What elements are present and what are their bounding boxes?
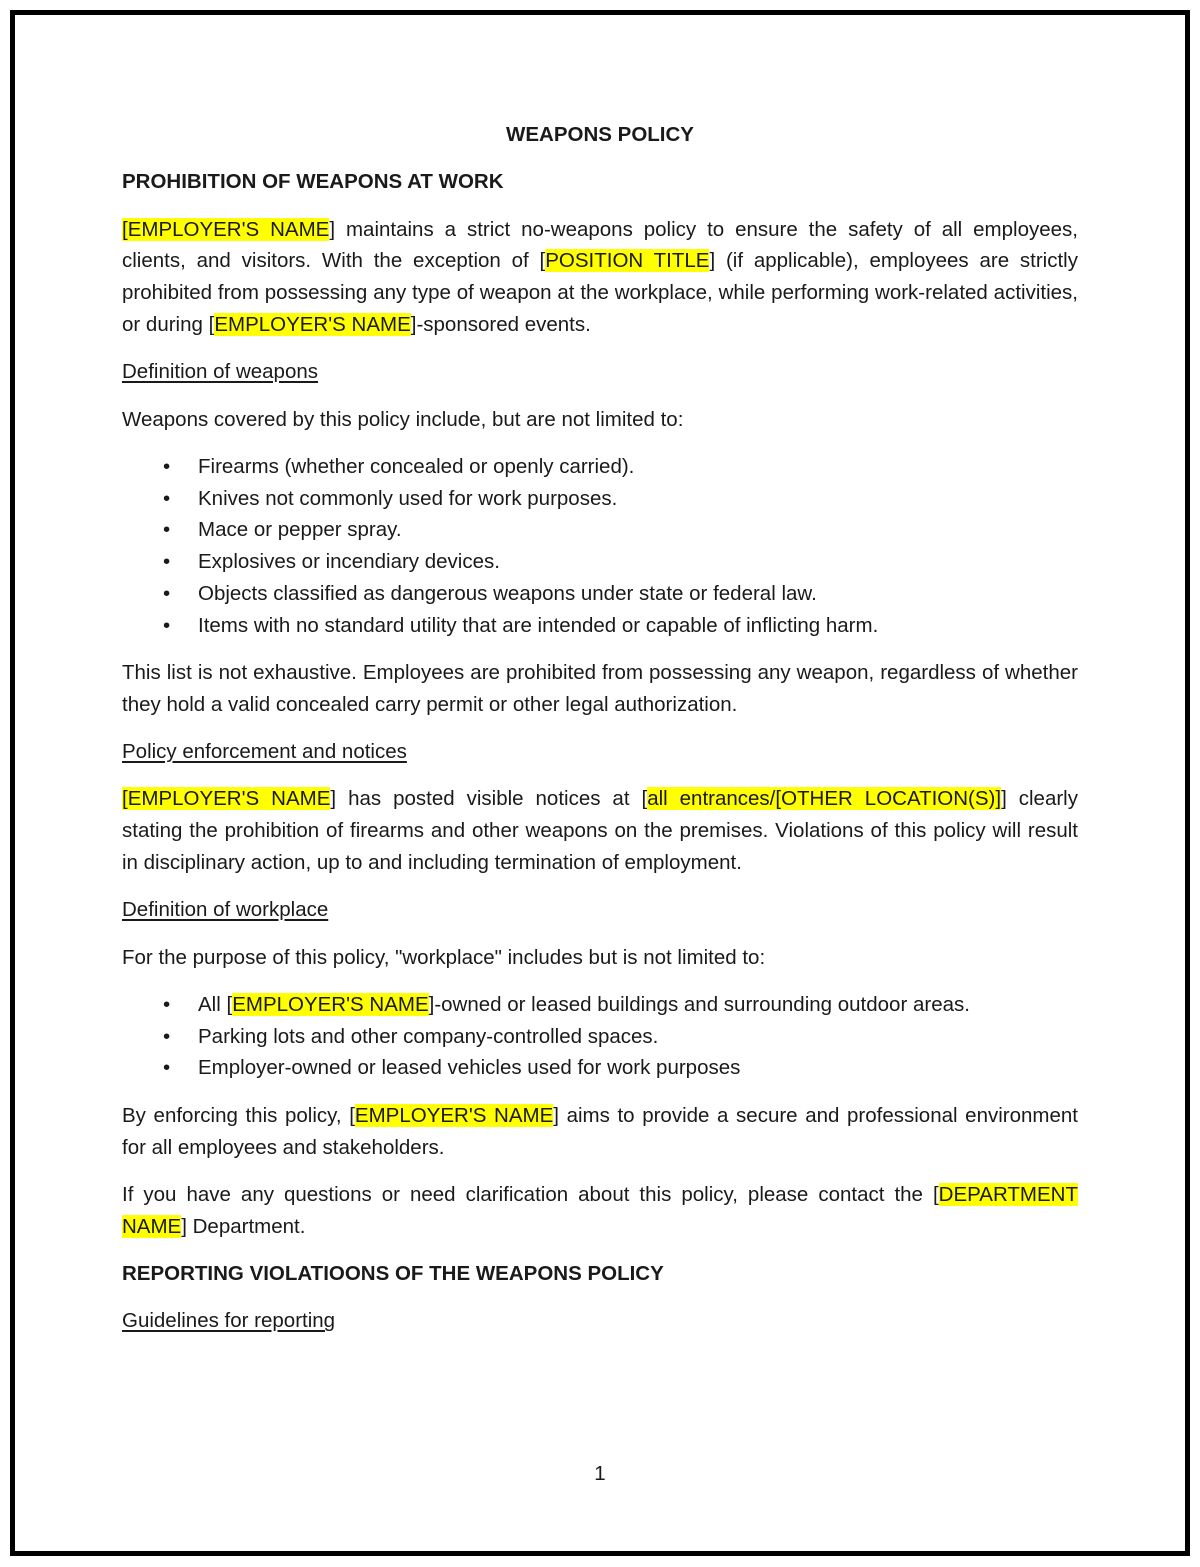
placeholder-employers-name: EMPLOYER'S NAME (232, 993, 429, 1017)
section-heading-prohibition: PROHIBITION OF WEAPONS AT WORK (122, 170, 504, 194)
placeholder-locations: all entrances/[OTHER LOCATION(S)] (647, 787, 1002, 811)
text-run: ]-sponsored events. (410, 312, 591, 336)
paragraph-weapons-covered: Weapons covered by this policy include, but are not limited to: (122, 407, 684, 431)
list-item: • Objects classified as dangerous weapons under state or federal law. (122, 578, 1078, 610)
subheading-definition-of-workplace: Definition of workplace (122, 898, 329, 922)
placeholder-employers-name: EMPLOYER'S NAME (354, 1103, 554, 1127)
list-item: • Items with no standard utility that are intended or capable of inflicting harm. (122, 610, 1078, 642)
subheading-policy-enforcement: Policy enforcement and notices (122, 740, 407, 764)
paragraph-intro (122, 214, 1078, 341)
list-item: • Explosives or incendiary devices. (122, 546, 1078, 578)
text-run: ] (if applicable), employees are strictly prohibited from possessing any type of weapon at the workplace, while performing work-related activities, or during [ (122, 249, 1078, 336)
list-item: • Mace or pepper spray. (122, 514, 1078, 546)
text-run: ]-owned or leased buildings and surrounding outdoor areas. (428, 993, 970, 1017)
text-run: All [ (198, 993, 233, 1017)
paragraph-questions (122, 1179, 1078, 1242)
placeholder-employers-name: [EMPLOYER'S NAME (122, 787, 331, 811)
placeholder-position-title: POSITION TITLE (545, 249, 710, 273)
list-item: • Parking lots and other company-controlled spaces. (122, 1021, 1078, 1053)
text-run: If you have any questions or need clarification about this policy, please contact the [ (122, 1182, 939, 1206)
paragraph-enforcing (122, 1100, 1078, 1163)
page-number: 1 (594, 1462, 606, 1485)
paragraph-enforcement (122, 783, 1078, 878)
placeholder-department-name: DEPARTMENT NAME (122, 1182, 1078, 1238)
workplace-bullet-list (122, 989, 1078, 1084)
list-item (122, 989, 1078, 1021)
text-run: By enforcing this policy, [ (122, 1103, 355, 1127)
subheading-guidelines-for-reporting: Guidelines for reporting (122, 1309, 336, 1333)
text-run: ] maintains a strict no-weapons policy to ensure the safety of all employees, clients, and visitors. With the exception of [ (122, 217, 1078, 273)
text-run: ] clearly stating the prohibition of firearms and other weapons on the premises. Violations of this policy will result in disciplinary action, up to and including termination of employment. (122, 787, 1078, 874)
subheading-definition-of-weapons: Definition of weapons (122, 360, 319, 384)
document-title: WEAPONS POLICY (506, 123, 694, 146)
text-run: ] Department. (181, 1214, 306, 1238)
weapons-bullet-list (122, 451, 1078, 641)
list-item: • Firearms (whether concealed or openly carried). (122, 451, 1078, 483)
paragraph-workplace-purpose: For the purpose of this policy, "workplace" includes but is not limited to: (122, 945, 766, 969)
document-content (122, 119, 1078, 1353)
placeholder-employers-name: EMPLOYER'S NAME (214, 312, 411, 336)
placeholder-employers-name: [EMPLOYER'S NAME (122, 217, 330, 241)
list-item: • Knives not commonly used for work purposes. (122, 483, 1078, 515)
text-run: ] aims to provide a secure and professional environment for all employees and stakeholders. (122, 1103, 1078, 1159)
text-run: ] has posted visible notices at [ (330, 787, 648, 811)
paragraph-not-exhaustive: This list is not exhaustive. Employees are prohibited from possessing any weapon, regardless of whether they hold a valid concealed carry permit or other legal authorization. (122, 660, 1078, 716)
section-heading-reporting: REPORTING VIOLATIOONS OF THE WEAPONS POLICY (122, 1262, 664, 1286)
list-item: • Employer-owned or leased vehicles used for work purposes (122, 1052, 1078, 1084)
